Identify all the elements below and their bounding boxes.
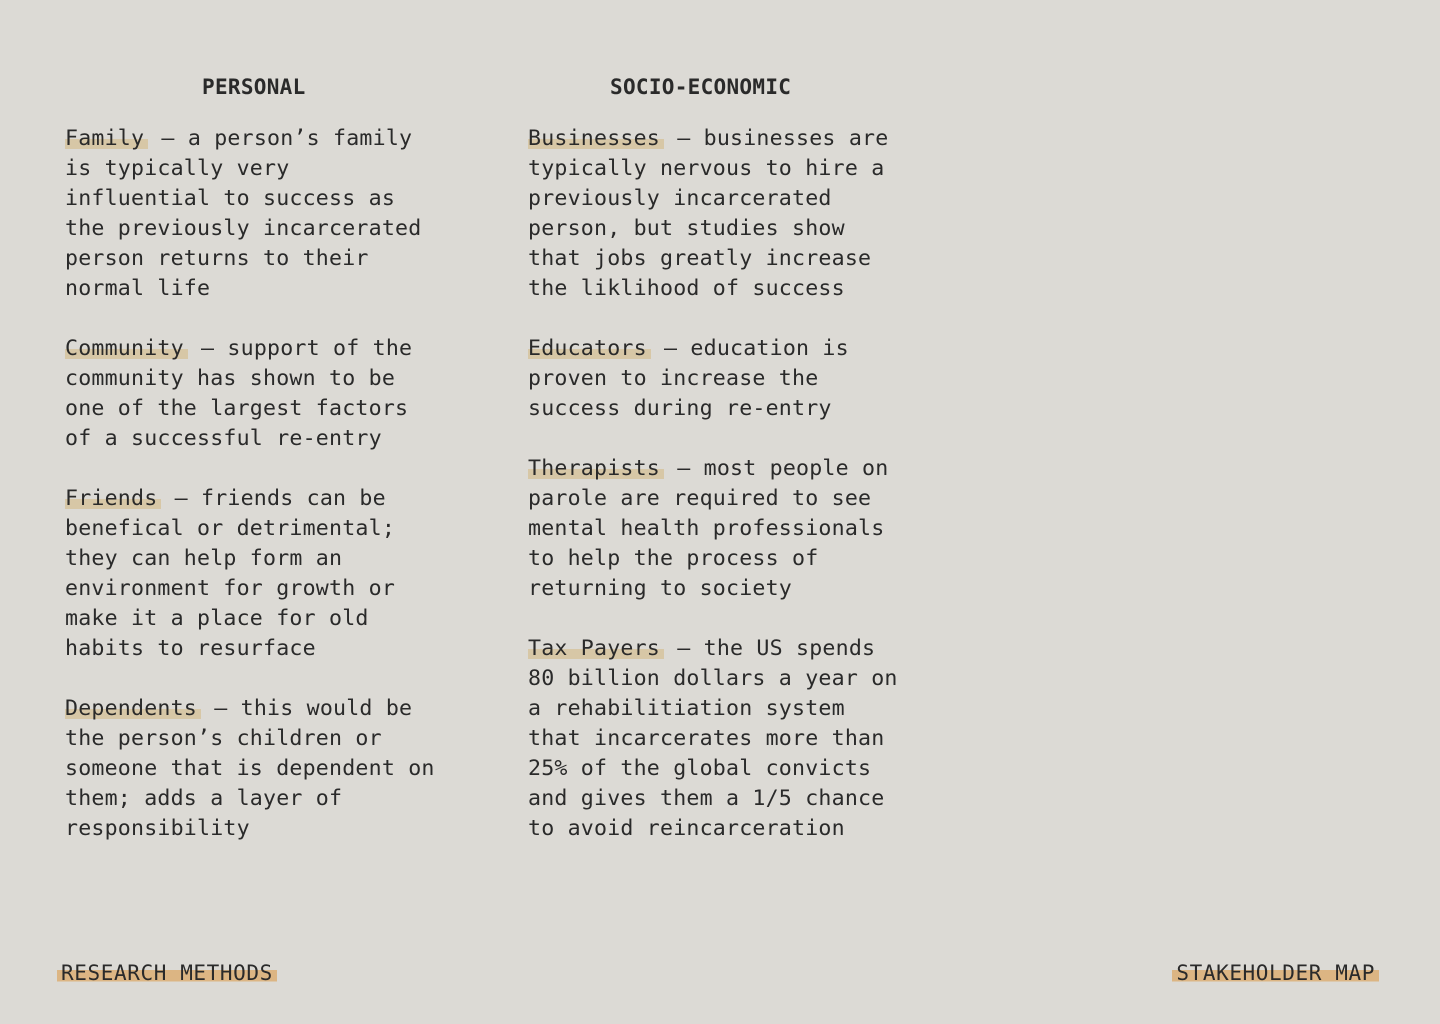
stakeholder-term: Therapists: [528, 456, 664, 481]
stakeholder-entry-family: [65, 124, 465, 304]
stakeholder-term: Family: [65, 126, 148, 151]
stakeholder-description: – support of the community has shown to be one of the largest factors of a successful re-entry: [65, 336, 413, 451]
stakeholder-term: Businesses: [528, 126, 664, 151]
stakeholder-term: Community: [65, 336, 188, 361]
personal-heading: PERSONAL: [202, 75, 306, 99]
stakeholder-description: – education is proven to increase the success during re-entry: [528, 336, 849, 421]
personal-column: [65, 72, 465, 874]
stakeholder-description: – most people on parole are required to see mental health professionals to help the process of returning to society: [528, 456, 889, 601]
stakeholder-description: – a person’s family is typically very influential to success as the previously incarcerated person returns to their normal life: [65, 126, 422, 301]
stakeholder-entry-educators: [528, 334, 928, 424]
stakeholder-entry-friends: [65, 484, 465, 664]
footer-stakeholder-map: STAKEHOLDER MAP: [1172, 958, 1379, 988]
stakeholder-term: Dependents: [65, 696, 201, 721]
socio-economic-heading: SOCIO-ECONOMIC: [610, 75, 792, 99]
stakeholder-description: – businesses are typically nervous to hire a previously incarcerated person, but studies show that jobs greatly increase the liklihood of success: [528, 126, 889, 301]
stakeholder-description: – the US spends 80 billion dollars a year on a rehabilitiation system that incarcerates more than 25% of the global convicts and gives them a 1/5 chance to avoid reincarceration: [528, 636, 898, 841]
stakeholder-entry-tax-payers: [528, 634, 928, 844]
stakeholder-entry-community: [65, 334, 465, 454]
stakeholder-term: Friends: [65, 486, 161, 511]
stakeholder-description: – friends can be benefical or detrimental; they can help form an environment for growth or make it a place for old habits to resurface: [65, 486, 396, 661]
stakeholder-description: – this would be the person’s children or someone that is dependent on them; adds a layer of responsibility: [65, 696, 435, 841]
stakeholder-entry-therapists: [528, 454, 928, 604]
footer-research-methods: RESEARCH METHODS: [57, 958, 277, 988]
socio-economic-column: [528, 72, 928, 874]
stakeholder-term: Tax Payers: [528, 636, 664, 661]
stakeholder-entry-dependents: [65, 694, 465, 844]
stakeholder-entry-businesses: [528, 124, 928, 304]
stakeholder-term: Educators: [528, 336, 651, 361]
